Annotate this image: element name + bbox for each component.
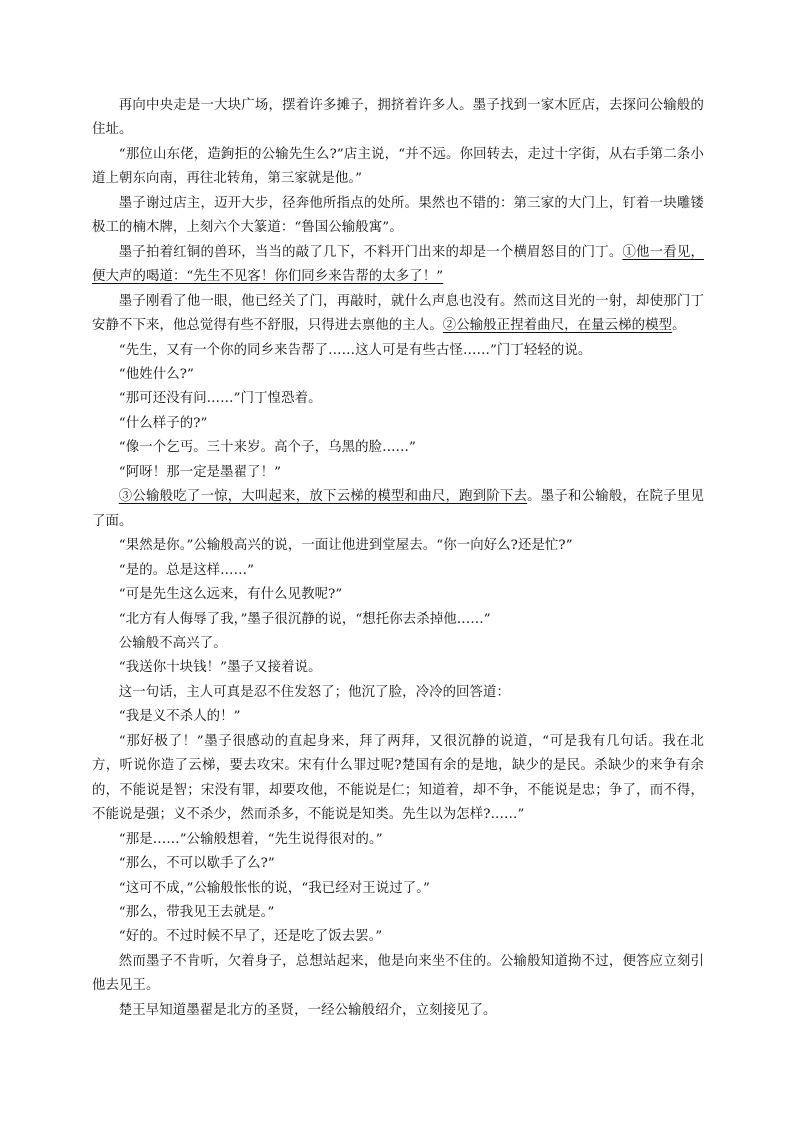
text-run: “那好极了！”墨子很感动的直起身来，拜了两拜，又很沉静的说道，“可是我有几句话。我在北方，听说你造了云梯，要去攻宋。宋有什么罪过呢?楚国有余的是地，缺少的是民。杀缺少的来争有余的，不能说是智；宋没有罪，却要攻他，不能说是仁；知道着，却不争，不能说是忠；争了，而不得，不能说是强；义不杀少，然而杀多，不能说是知类。先生以为怎样?……” <box>92 733 704 823</box>
paragraph <box>92 925 704 949</box>
text-run: “那位山东佬，造鉤拒的公输先生么?”店主说，“并不远。你回转去，走过十字街，从右手第二条小道上朝东向南，再往北转角，第三家就是他。” <box>92 146 704 187</box>
text-run: “果然是你。”公输般高兴的说，一面让他进到堂屋去。“你一向好么?还是忙?” <box>118 538 573 554</box>
text-run: 。墨子和公输般，在院子里见了面。 <box>92 489 704 529</box>
text-run: “北方有人侮辱了我，”墨子很沉静的说，“想托你去杀掉他……” <box>118 611 491 627</box>
underlined-sentence: ①他一看见，便大声的喝道：“先生不见客！你们同乡来告帮的太多了！” <box>92 244 704 285</box>
text-run: “是的。总是这样……” <box>118 562 255 578</box>
text-run: “那么，带我见王去就是。” <box>118 904 275 920</box>
text-run: “我是义不杀人的！” <box>118 709 241 725</box>
text-run: 。 <box>672 318 686 334</box>
paragraph <box>92 950 704 999</box>
paragraph <box>92 534 704 558</box>
paragraph <box>92 632 704 656</box>
paragraph <box>92 608 704 632</box>
paragraph <box>92 94 704 143</box>
paragraph <box>92 705 704 729</box>
paragraph <box>92 681 704 705</box>
text-run: “什么样子的?” <box>118 415 208 431</box>
text-run: 墨子谢过店主，迈开大步，径奔他所指点的处所。果然也不错的：第三家的大门上，钉着一块雕镂极工的楠木牌，上刻六个大篆道：“鲁国公输般寓”。 <box>92 195 704 236</box>
paragraph <box>92 143 704 192</box>
text-run: “我送你十块钱！”墨子又接着说。 <box>118 660 322 676</box>
paragraph <box>92 363 704 387</box>
paragraph <box>92 192 704 241</box>
paragraph <box>92 241 704 290</box>
text-run: 这一句话，主人可真是忍不住发怒了；他沉了脸，冷冷的回答道： <box>118 684 511 700</box>
paragraph <box>92 559 704 583</box>
underlined-sentence: ②公输般正捏着曲尺，在量云梯的模型 <box>442 318 673 334</box>
text-run: “那么，不可以歇手了么?” <box>118 856 275 872</box>
text-run: “那是……”公输般想着，“先生说得很对的。” <box>118 831 383 847</box>
paragraph <box>92 730 704 828</box>
paragraph <box>92 412 704 436</box>
text-run: 再向中央走是一大块广场，摆着许多摊子，拥挤着许多人。墨子找到一家木匠店，去探问公输般的住址。 <box>92 98 704 138</box>
paragraph <box>92 901 704 925</box>
text-run: “好的。不过时候不早了，还是吃了饭去罢。” <box>118 929 383 945</box>
text-run: 墨子拍着红铜的兽环，当当的敲了几下，不料开门出来的却是一个横眉怒目的门丁。 <box>118 244 623 260</box>
paragraph <box>92 436 704 460</box>
paragraph <box>92 485 704 534</box>
paragraph <box>92 877 704 901</box>
paragraph <box>92 583 704 607</box>
paragraph <box>92 339 704 363</box>
text-run: 楚王早知道墨翟是北方的圣贤，一经公输般绍介，立刻接见了。 <box>118 1002 497 1018</box>
document-body <box>92 94 704 1023</box>
text-run: “他姓什么?” <box>118 366 194 382</box>
underlined-sentence: ③公输般吃了一惊，大叫起来，放下云梯的模型和曲尺，跑到阶下去 <box>118 489 528 505</box>
paragraph <box>92 290 704 339</box>
paragraph <box>92 387 704 411</box>
text-run: 然而墨子不肯听，欠着身子，总想站起来，他是向来坐不住的。公输般知道拗不过，便答应立刻引他去见王。 <box>92 953 704 994</box>
paragraph <box>92 461 704 485</box>
text-run: “可是先生这么远来，有什么见教呢?” <box>118 587 343 603</box>
text-run: “像一个乞丐。三十来岁。高个子，乌黑的脸……” <box>118 440 416 456</box>
text-run: “先生，又有一个你的同乡来告帮了……这人可是有些古怪……”门丁轻轻的说。 <box>118 342 592 358</box>
text-run: “阿呀！那一定是墨翟了！” <box>118 464 282 480</box>
text-run: “这可不成，”公输般怅怅的说，“我已经对王说过了。” <box>118 880 430 896</box>
text-run: 墨子刚看了他一眼，他已经关了门，再敲时，就什么声息也没有。然而这目光的一射，却使那门丁安静不下来，他总觉得有些不舒服，只得进去禀他的主人。 <box>92 293 704 334</box>
paragraph <box>92 656 704 680</box>
text-run: “那可还没有问……”门丁惶恐着。 <box>118 391 322 407</box>
text-run: 公输般不高兴了。 <box>118 635 227 651</box>
paragraph <box>92 852 704 876</box>
paragraph <box>92 999 704 1023</box>
paragraph <box>92 828 704 852</box>
